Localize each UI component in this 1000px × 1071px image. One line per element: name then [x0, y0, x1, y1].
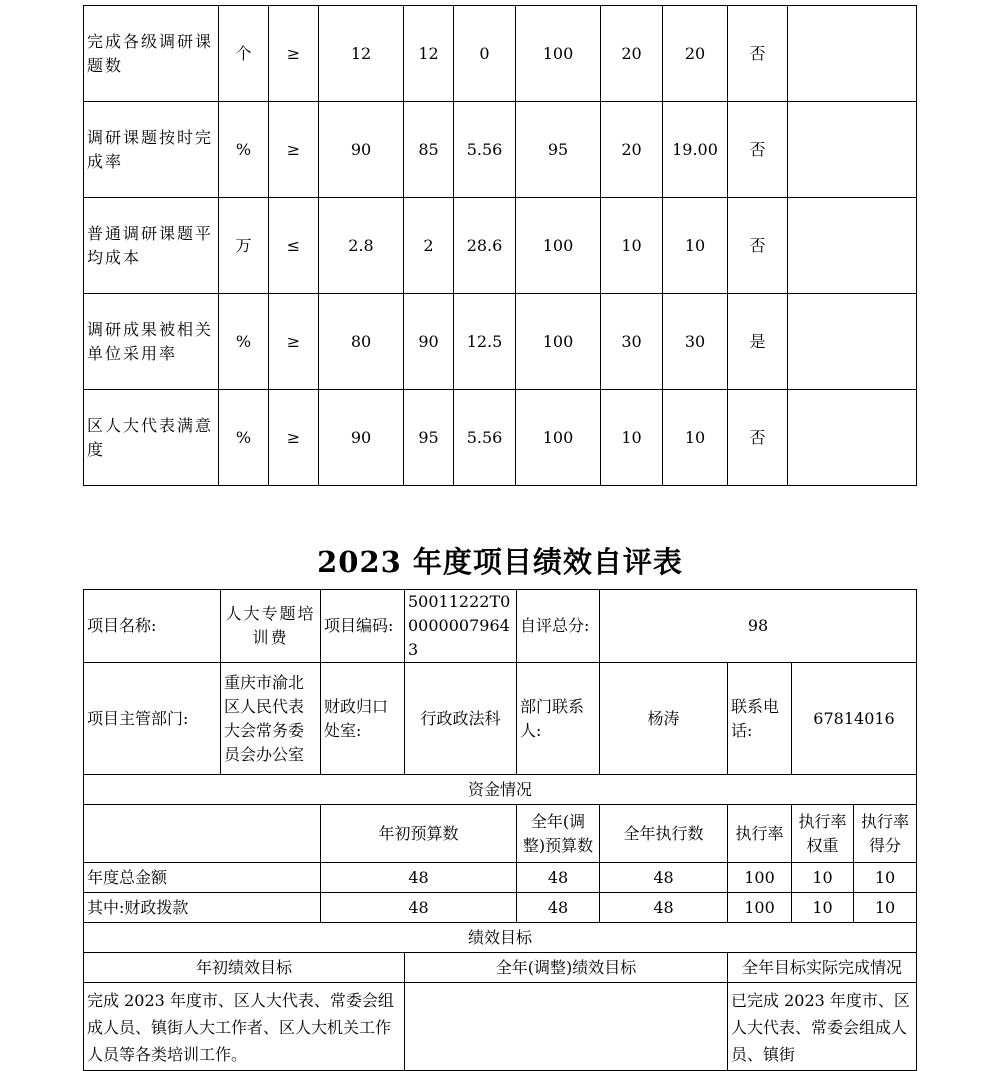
funds-row [84, 863, 917, 893]
funds-cell: 10 [854, 893, 917, 923]
indicator-rate-cell: 100 [516, 390, 601, 486]
indicator-target-cell: 80 [319, 294, 404, 390]
phone-value: 67814016 [792, 663, 917, 775]
indicator-rate-cell: 100 [516, 198, 601, 294]
indicator-note-cell [788, 198, 917, 294]
indicator-deviation-cell: 0 [454, 6, 516, 102]
indicator-table [83, 5, 917, 486]
indicator-note-cell [788, 390, 917, 486]
funds-cell: 100 [728, 893, 792, 923]
indicator-score-cell: 30 [663, 294, 728, 390]
indicator-weight-cell: 10 [601, 390, 663, 486]
indicator-weight-cell: 20 [601, 6, 663, 102]
indicator-flag-cell: 否 [728, 6, 788, 102]
indicator-flag-cell: 否 [728, 198, 788, 294]
project-name-value: 人大专题培训费 [221, 590, 321, 663]
indicator-name-cell: 调研成果被相关单位采用率 [84, 294, 219, 390]
indicator-unit-cell: % [219, 390, 269, 486]
funds-header: 执行率权重 [792, 805, 854, 863]
indicator-unit-cell: % [219, 102, 269, 198]
indicator-rate-cell: 100 [516, 294, 601, 390]
evaluation-table [83, 589, 917, 1071]
indicator-weight-cell: 30 [601, 294, 663, 390]
phone-label: 联系电话: [728, 663, 792, 775]
funds-row-label: 其中:财政拨款 [84, 893, 321, 923]
indicator-deviation-cell: 12.5 [454, 294, 516, 390]
self-score-value: 98 [600, 590, 917, 663]
funds-section-title: 资金情况 [84, 775, 917, 805]
project-name-label: 项目名称: [84, 590, 221, 663]
goals-adjusted-text [405, 983, 728, 1071]
finance-office-label: 财政归口处室: [321, 663, 405, 775]
indicator-target-cell: 90 [319, 390, 404, 486]
goals-col-adjusted-header: 全年(调整)绩效目标 [405, 953, 728, 983]
indicator-rate-cell: 95 [516, 102, 601, 198]
indicator-note-cell [788, 102, 917, 198]
indicator-actual-cell: 85 [404, 102, 454, 198]
funds-header: 执行率 [728, 805, 792, 863]
indicator-actual-cell: 12 [404, 6, 454, 102]
funds-cell: 48 [321, 893, 517, 923]
indicator-actual-cell: 2 [404, 198, 454, 294]
dept-value: 重庆市渝北区人民代表大会常务委员会办公室 [221, 663, 321, 775]
funds-cell: 48 [517, 863, 600, 893]
indicator-rate-cell: 100 [516, 6, 601, 102]
indicator-deviation-cell: 28.6 [454, 198, 516, 294]
indicator-actual-cell: 90 [404, 294, 454, 390]
indicator-flag-cell: 是 [728, 294, 788, 390]
funds-row-label: 年度总金额 [84, 863, 321, 893]
indicator-deviation-cell: 5.56 [454, 102, 516, 198]
indicator-score-cell: 10 [663, 198, 728, 294]
indicator-op-cell: ≥ [269, 294, 319, 390]
project-code-value: 50011222T000000079643 [405, 590, 517, 663]
indicator-target-cell: 2.8 [319, 198, 404, 294]
indicator-op-cell: ≥ [269, 102, 319, 198]
indicator-weight-cell: 20 [601, 102, 663, 198]
goals-actual-text: 已完成 2023 年度市、区人大代表、常委会组成人员、镇街 [728, 983, 917, 1071]
goals-col-initial-header: 年初绩效目标 [84, 953, 405, 983]
funds-header-blank [84, 805, 321, 863]
indicator-name-cell: 普通调研课题平均成本 [84, 198, 219, 294]
indicator-target-cell: 90 [319, 102, 404, 198]
funds-cell: 48 [517, 893, 600, 923]
funds-cell: 48 [600, 893, 728, 923]
indicator-row [84, 102, 917, 198]
indicator-row [84, 6, 917, 102]
indicator-op-cell: ≤ [269, 198, 319, 294]
funds-cell: 48 [321, 863, 517, 893]
indicator-note-cell [788, 294, 917, 390]
funds-cell: 10 [854, 863, 917, 893]
indicator-row [84, 390, 917, 486]
indicator-unit-cell: % [219, 294, 269, 390]
page-title: 2023 年度项目绩效自评表 [317, 545, 683, 579]
finance-office-value: 行政政法科 [405, 663, 517, 775]
funds-cell: 10 [792, 893, 854, 923]
funds-header: 全年执行数 [600, 805, 728, 863]
funds-cell: 100 [728, 863, 792, 893]
funds-header: 年初预算数 [321, 805, 517, 863]
indicator-score-cell: 10 [663, 390, 728, 486]
funds-header: 全年(调整)预算数 [517, 805, 600, 863]
indicator-flag-cell: 否 [728, 102, 788, 198]
funds-row [84, 893, 917, 923]
indicator-row [84, 198, 917, 294]
indicator-deviation-cell: 5.56 [454, 390, 516, 486]
goals-section-title: 绩效目标 [84, 923, 917, 953]
indicator-name-cell: 完成各级调研课题数 [84, 6, 219, 102]
indicator-unit-cell: 万 [219, 198, 269, 294]
indicator-note-cell [788, 6, 917, 102]
indicator-actual-cell: 95 [404, 390, 454, 486]
indicator-score-cell: 20 [663, 6, 728, 102]
contact-label: 部门联系人: [517, 663, 600, 775]
indicator-unit-cell: 个 [219, 6, 269, 102]
indicator-score-cell: 19.00 [663, 102, 728, 198]
indicator-name-cell: 调研课题按时完成率 [84, 102, 219, 198]
funds-header: 执行率得分 [854, 805, 917, 863]
self-score-label: 自评总分: [517, 590, 600, 663]
funds-cell: 48 [600, 863, 728, 893]
funds-cell: 10 [792, 863, 854, 893]
project-code-label: 项目编码: [321, 590, 405, 663]
indicator-op-cell: ≥ [269, 390, 319, 486]
indicator-row [84, 294, 917, 390]
indicator-target-cell: 12 [319, 6, 404, 102]
contact-value: 杨涛 [600, 663, 728, 775]
indicator-weight-cell: 10 [601, 198, 663, 294]
indicator-flag-cell: 否 [728, 390, 788, 486]
goals-col-actual-header: 全年目标实际完成情况 [728, 953, 917, 983]
indicator-name-cell: 区人大代表满意度 [84, 390, 219, 486]
goals-initial-text: 完成 2023 年度市、区人大代表、常委会组成人员、镇街人大工作者、区人大机关工作人员等各类培训工作。 [84, 983, 405, 1071]
indicator-op-cell: ≥ [269, 6, 319, 102]
dept-label: 项目主管部门: [84, 663, 221, 775]
